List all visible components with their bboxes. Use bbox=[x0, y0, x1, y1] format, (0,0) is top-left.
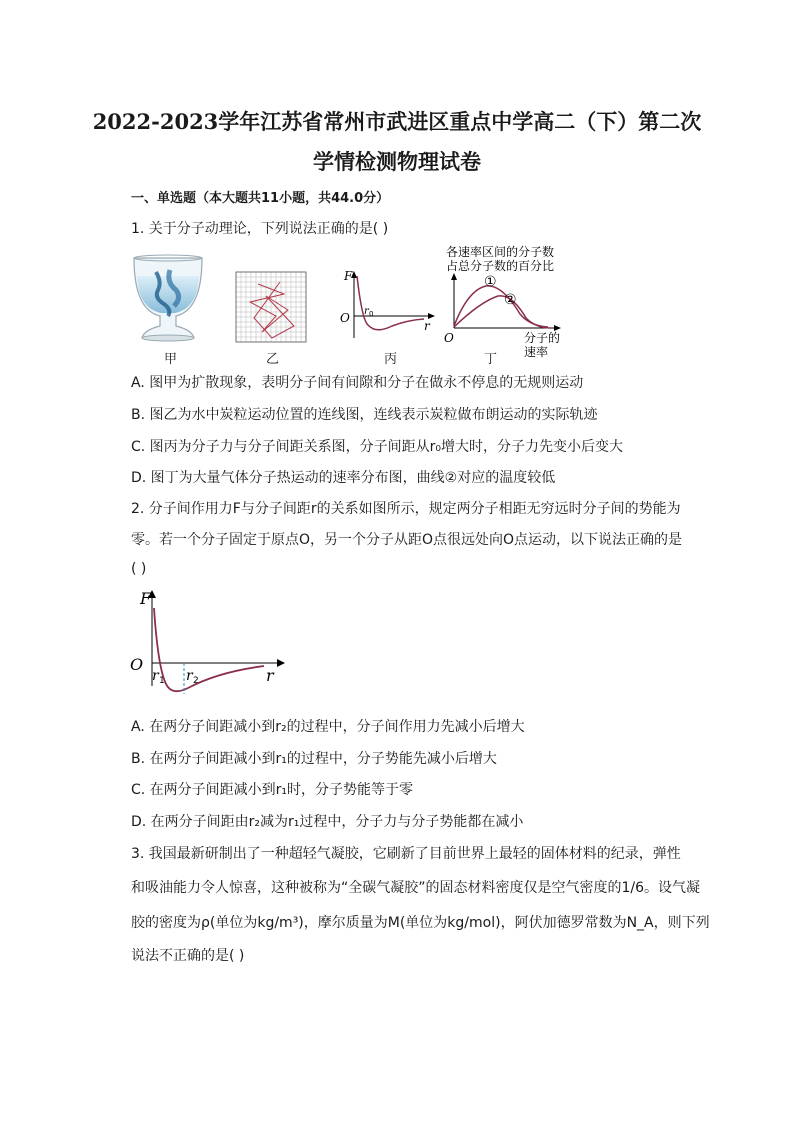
fig-ding-ylabel-2: 占总分子数的百分比 bbox=[446, 259, 555, 273]
q3-line-1: 3. 我国最新研制出了一种超轻气凝胶，它刷新了目前世界上最轻的固体材料的纪录，弹性 bbox=[131, 846, 681, 862]
q2-fig-o-label: O bbox=[130, 655, 144, 674]
fig-caption-ding: 丁 bbox=[484, 352, 498, 367]
page-title-line-1: 2022-2023学年江苏省常州市武进区重点中学高二（下）第二次 bbox=[92, 109, 702, 134]
q2-option-a: A. 在两分子间距减小到r₂的过程中，分子间作用力先减小后增大 bbox=[131, 719, 525, 735]
q2-option-b: B. 在两分子间距减小到r₁的过程中，分子势能先减小后增大 bbox=[131, 751, 497, 767]
q3-line-4: 说法不正确的是( ) bbox=[131, 948, 245, 964]
q3-line-3: 胶的密度为ρ(单位为kg/m³)，摩尔质量为M(单位为kg/mol)，阿伏加德罗常数为N_A，则下列 bbox=[131, 915, 710, 931]
fig-ding-o-label: O bbox=[444, 331, 454, 345]
fig-yi-brownian-grid bbox=[236, 272, 306, 342]
q2-force-graph bbox=[128, 588, 288, 688]
q2-stem-line-3: ( ) bbox=[131, 561, 147, 577]
fig-bing-force-graph bbox=[340, 270, 436, 340]
fig-bing-o-label: O bbox=[340, 311, 350, 325]
q2-fig-r1-sub: 1 bbox=[159, 676, 165, 686]
q2-option-c: C. 在两分子间距减小到r₁时，分子势能等于零 bbox=[131, 782, 414, 798]
q2-stem-line-2: 零。若一个分子固定于原点O，另一个分子从距O点很远处向O点运动，以下说法正确的是 bbox=[131, 532, 683, 548]
fig-caption-bing: 丙 bbox=[384, 352, 398, 367]
q1-option-d: D. 图丁为大量气体分子热运动的速率分布图，曲线②对应的温度较低 bbox=[131, 470, 556, 486]
fig-ding-curve-2-label: ② bbox=[504, 292, 517, 308]
q2-fig-f-label: F bbox=[140, 589, 152, 608]
section-heading: 一、单选题（本大题共11小题，共44.0分） bbox=[131, 191, 390, 206]
fig-bing-r0-sub: 0 bbox=[369, 310, 374, 318]
q1-stem: 1. 关于分子动理论，下列说法正确的是( ) bbox=[131, 221, 389, 237]
q1-option-c: C. 图丙为分子力与分子间距关系图，分子间距从r₀增大时，分子力先变小后变大 bbox=[131, 439, 624, 455]
q1-option-b: B. 图乙为水中炭粒运动位置的连线图，连线表示炭粒做布朗运动的实际轨迹 bbox=[131, 407, 598, 423]
q3-line-2: 和吸油能力令人惊喜，这种被称为“全碳气凝胶”的固态材料密度仅是空气密度的1/6。设气凝 bbox=[131, 880, 701, 896]
q2-option-d: D. 在两分子间距由r₂减为r₁过程中，分子力与分子势能都在减小 bbox=[131, 814, 524, 830]
fig-ding-curve-1-label: ① bbox=[484, 274, 497, 290]
q2-fig-r-label: r bbox=[266, 666, 274, 685]
page-title-line-2: 学情检测物理试卷 bbox=[313, 149, 481, 174]
fig-ding-speed-distribution bbox=[440, 244, 580, 362]
q2-fig-r2-sub: 2 bbox=[193, 676, 199, 686]
fig-caption-jia: 甲 bbox=[164, 352, 178, 367]
fig-bing-r0-label: r bbox=[364, 306, 369, 317]
q2-fig-r2-label: r bbox=[186, 668, 193, 684]
fig-bing-r-label: r bbox=[424, 319, 430, 333]
fig-ding-ylabel-1: 各速率区间的分子数 bbox=[446, 245, 555, 259]
q1-option-a: A. 图甲为扩散现象，表明分子间有间隙和分子在做永不停息的无规则运动 bbox=[131, 375, 584, 391]
q2-stem-line-1: 2. 分子间作用力F与分子间距r的关系如图所示，规定两分子相距无穷远时分子间的势能为 bbox=[131, 501, 681, 517]
fig-ding-xlabel-2: 速率 bbox=[524, 345, 549, 359]
fig-ding-xlabel-1: 分子的 bbox=[524, 331, 561, 345]
fig-bing-f-label: F bbox=[344, 269, 353, 283]
fig-caption-yi: 乙 bbox=[266, 352, 280, 367]
q2-fig-r1-label: r bbox=[152, 668, 159, 684]
fig-jia-beaker-image bbox=[130, 252, 206, 344]
